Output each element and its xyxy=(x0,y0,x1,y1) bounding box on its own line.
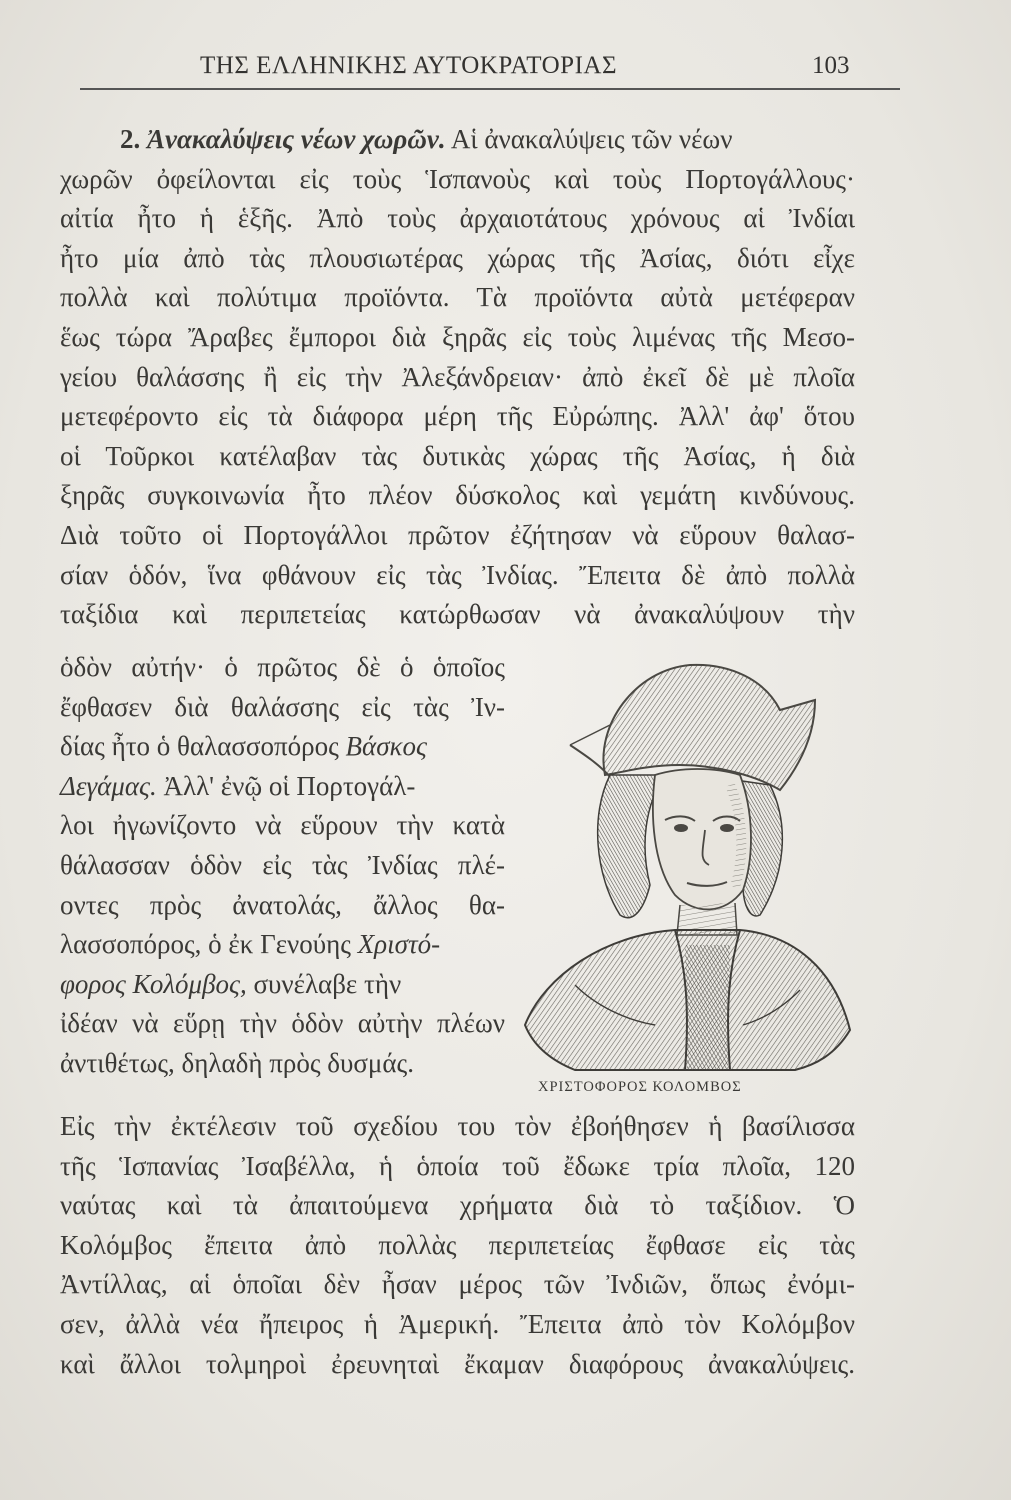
columbus-portrait-illustration xyxy=(515,625,855,1075)
text-line: σίαν ὁδόν, ἵνα φθάνουν εἰς τὰς Ἰνδίας. Ἔπειτα δὲ ἀπὸ πολλὰ xyxy=(60,559,855,590)
text-line: ναύτας καὶ τὰ ἀπαιτούμενα χρήματα διὰ τὸ ταξίδιον. Ὁ xyxy=(60,1190,855,1221)
text-line: γείου θαλάσσης ἢ εἰς τὴν Ἀλεξάνδρειαν· ἀπὸ ἐκεῖ δὲ μὲ πλοῖα xyxy=(60,361,855,392)
text-line-segment: λασσοπόρος, ὁ ἐκ Γενούης xyxy=(60,929,351,960)
page-number: 103 xyxy=(812,52,850,79)
text-line: λοι ἠγωνίζοντο νὰ εὕρουν τὴν κατὰ xyxy=(60,810,505,841)
text-line: πολλὰ καὶ πολύτιμα προϊόντα. Τὰ προϊόντα αὐτὰ μετέφεραν xyxy=(60,282,855,313)
text-line: ὁδὸν αὐτήν· ὁ πρῶτος δὲ ὁ ὁποῖος xyxy=(60,652,505,682)
paragraph-bottom xyxy=(60,1107,855,1384)
text-line: θάλασσαν ὁδὸν εἰς τὰς Ἰνδίας πλέ- xyxy=(60,849,505,880)
section-heading: Ἀνακαλύψεις νέων χωρῶν. xyxy=(147,124,446,154)
text-line: ξηρᾶς συγκοινωνία ἦτο πλέον δύσκολος καὶ γεμάτη κινδύνους. xyxy=(60,480,855,511)
text-line: μετεφέροντο εἰς τὰ διάφορα μέρη τῆς Εὐρώπης. Ἀλλ' ἀφ' ὅτου xyxy=(60,401,855,432)
person-name-degamas: Δεγάμας. xyxy=(60,770,157,801)
text-line: ἕως τώρα Ἄραβες ἔμποροι διὰ ξηρᾶς εἰς τοὺς λιμένας τῆς Μεσο- xyxy=(60,321,855,352)
text-line: ἀντιθέτως, δηλαδὴ πρὸς δυσμάς. xyxy=(60,1047,414,1078)
text-line: χωρῶν ὀφείλονται εἰς τοὺς Ἱσπανοὺς καὶ τοὺς Πορτογάλλους· xyxy=(60,163,855,194)
text-line: ταξίδια καὶ περιπετείας κατώρθωσαν νὰ ἀνακαλύψουν τὴν xyxy=(60,599,855,630)
text-line: ἦτο μία ἀπὸ τὰς πλουσιωτέρας χώρας τῆς Ἀσίας, διότι εἶχε xyxy=(60,242,855,273)
portrait-engraving xyxy=(515,625,855,1075)
text-line: Εἰς τὴν ἐκτέλεσιν τοῦ σχεδίου του τὸν ἐβοήθησεν ἡ βασίλισσα xyxy=(60,1111,855,1141)
text-line: αἰτία ἦτο ἡ ἑξῆς. Ἀπὸ τοὺς ἀρχαιοτάτους χρόνους αἱ Ἰνδίαι xyxy=(60,203,855,234)
text-line: οντες πρὸς ἀνατολάς, ἄλλος θα- xyxy=(60,889,505,920)
text-line xyxy=(60,965,505,1005)
text-line xyxy=(60,120,855,160)
text-line: τῆς Ἱσπανίας Ἰσαβέλλα, ἡ ὁποία τοῦ ἔδωκε τρία πλοῖα, 120 xyxy=(60,1150,855,1181)
section-number: 2. xyxy=(120,124,141,154)
portrait-caption: ΧΡΙΣΤΟΦΟΡΟΣ ΚΟΛΟΜΒΟΣ xyxy=(538,1079,742,1095)
text-line: ἔφθασεν διὰ θαλάσσης εἰς τὰς Ἰν- xyxy=(60,691,505,722)
text-line xyxy=(60,925,505,965)
paragraph-top xyxy=(60,120,855,635)
text-line-segment: Αἱ ἀνακαλύψεις τῶν νέων xyxy=(450,124,733,154)
header-rule xyxy=(80,88,900,90)
person-name-columbus: φορος Κολόμβος, xyxy=(60,968,247,999)
text-line-segment: δίας ἦτο ὁ θαλασσοπόρος xyxy=(60,731,339,762)
text-line xyxy=(60,727,505,767)
text-line: Κολόμβος ἔπειτα ἀπὸ πολλὰς περιπετείας ἔφθασε εἰς τὰς xyxy=(60,1229,855,1260)
person-name-vasco: Βάσκος xyxy=(345,731,427,762)
text-line-segment: Ἀλλ' ἐνῷ οἱ Πορτογάλ- xyxy=(163,770,416,801)
paragraph-left-column xyxy=(60,648,505,1084)
text-line: Διὰ τοῦτο οἱ Πορτογάλλοι πρῶτον ἐζήτησαν νὰ εὕρουν θαλασ- xyxy=(60,519,855,550)
page-header xyxy=(40,50,860,94)
text-line: σεν, ἀλλὰ νέα ἤπειρος ἡ Ἀμερική. Ἔπειτα ἀπὸ τὸν Κολόμβον xyxy=(60,1308,855,1339)
text-line: Ἀντίλλας, αἱ ὁποῖαι δὲν ἦσαν μέρος τῶν Ἰνδιῶν, ὅπως ἐνόμι- xyxy=(60,1269,855,1300)
person-name-christopher: Χριστό- xyxy=(357,929,441,960)
text-line-segment: συνέλαβε τὴν xyxy=(253,968,402,999)
running-title: ΤΗΣ ΕΛΛΗΝΙΚΗΣ ΑΥΤΟΚΡΑΤΟΡΙΑΣ xyxy=(200,52,618,79)
text-line xyxy=(60,767,505,807)
text-line: ἰδέαν νὰ εὕρῃ τὴν ὁδὸν αὐτὴν πλέων xyxy=(60,1008,505,1039)
text-line: καὶ ἄλλοι τολμηροὶ ἐρευνηταὶ ἔκαμαν διαφόρους ἀνακαλύψεις. xyxy=(60,1348,855,1379)
text-line: οἱ Τοῦρκοι κατέλαβαν τὰς δυτικὰς χώρας τῆς Ἀσίας, ἡ διὰ xyxy=(60,440,855,471)
